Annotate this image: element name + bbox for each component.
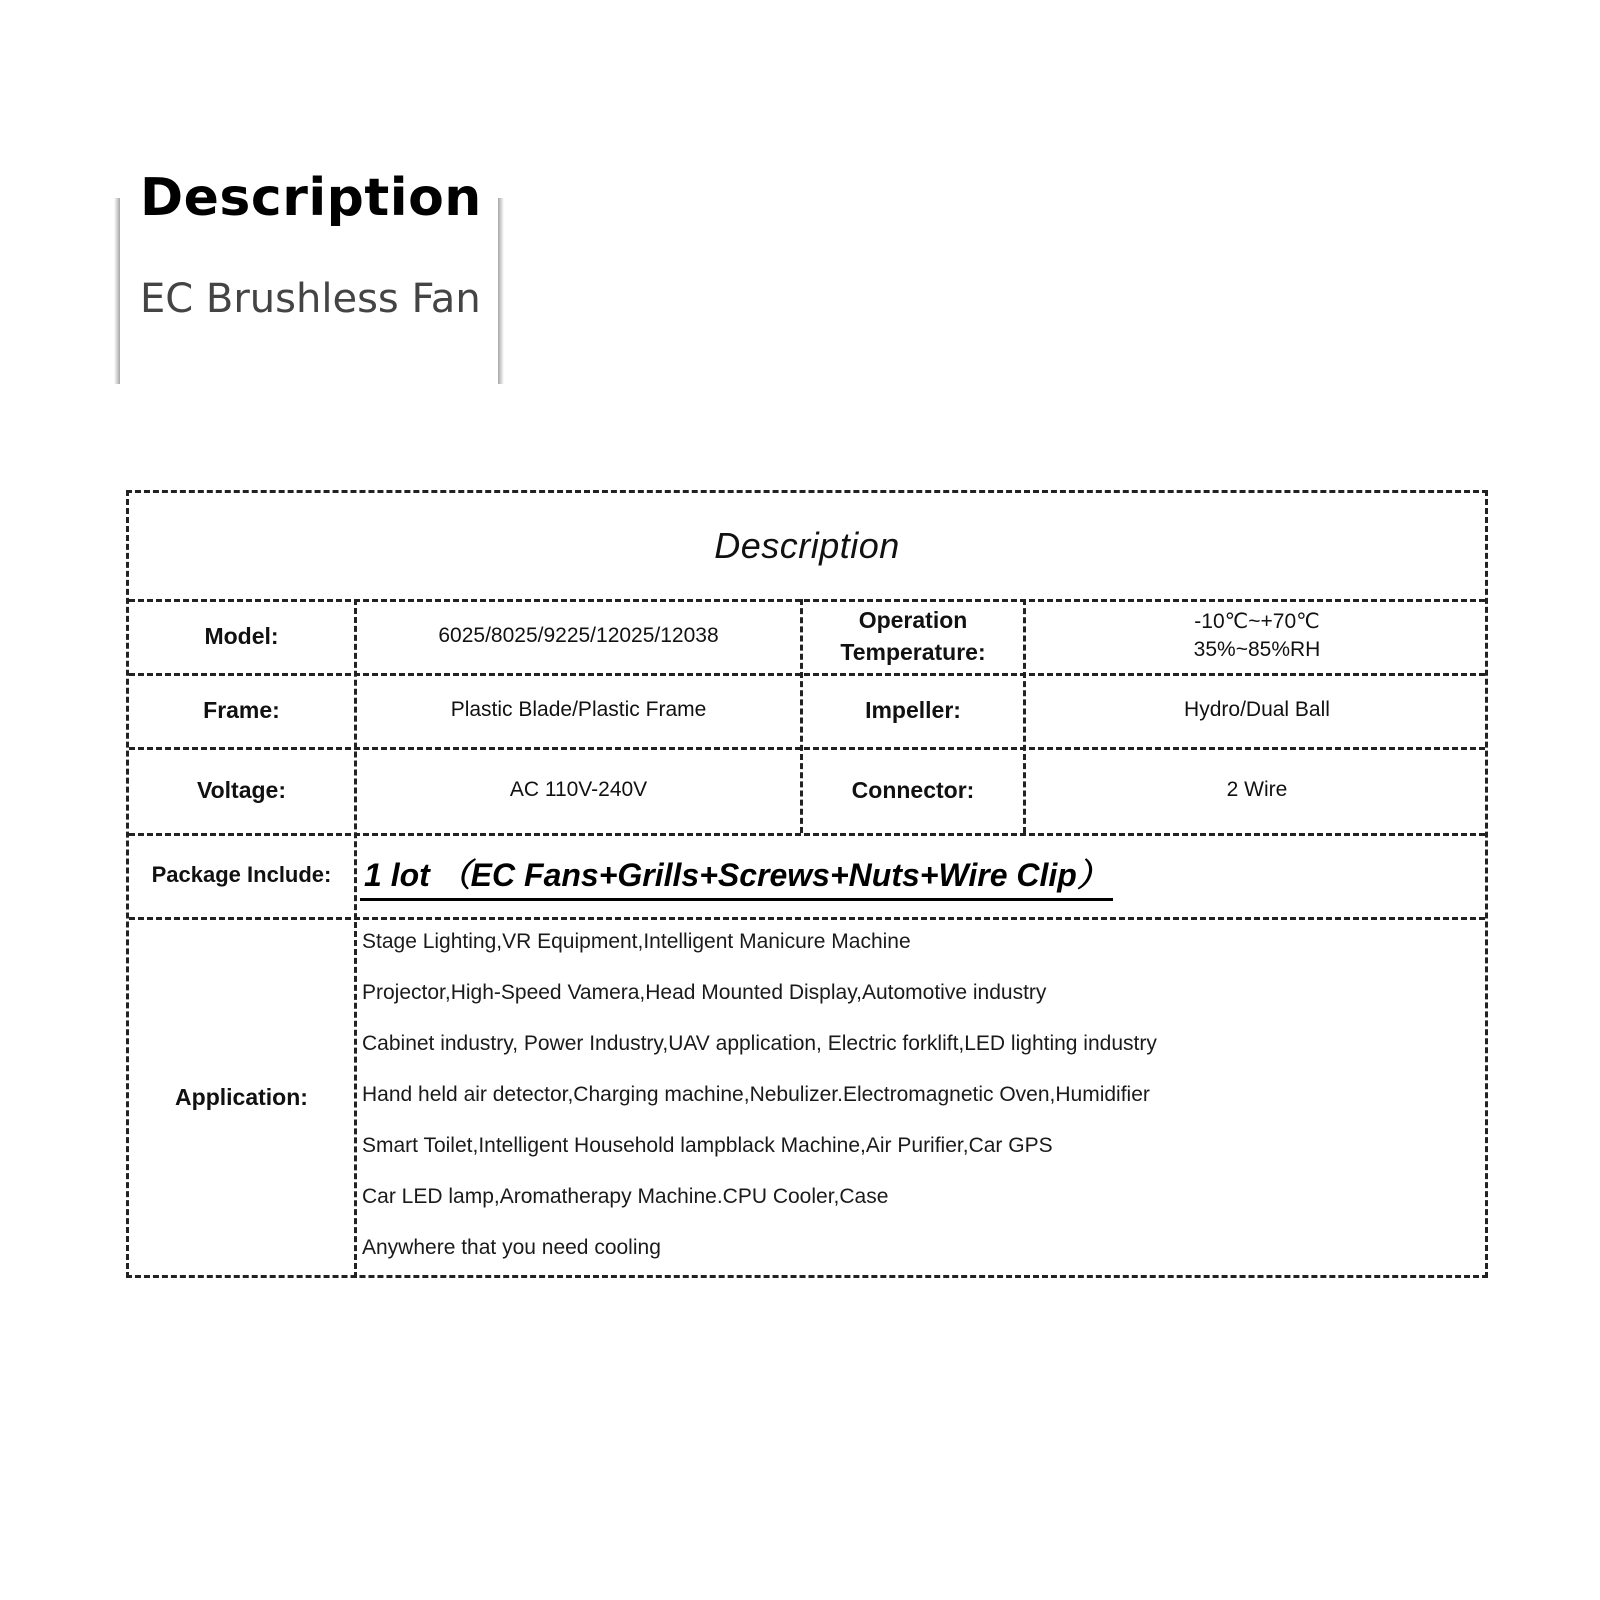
application-item: Car LED lamp,Aromatherapy Machine.CPU Cooler,Case — [362, 1185, 889, 1208]
card-title: Description — [140, 168, 482, 228]
card-shadow-right — [498, 198, 504, 384]
impeller-value: Hydro/Dual Ball — [1184, 698, 1330, 721]
model-label: Model: — [204, 622, 279, 649]
package-include-value — [360, 833, 1113, 917]
application-item: Hand held air detector,Charging machine,Nebulizer.Electromagnetic Oven,Humidifier — [362, 1083, 1150, 1106]
application-item: Smart Toilet,Intelligent Household lampblack Machine,Air Purifier,Car GPS — [362, 1134, 1053, 1157]
spec-table — [126, 490, 1488, 1278]
application-item: Anywhere that you need cooling — [362, 1236, 661, 1259]
frame-value: Plastic Blade/Plastic Frame — [450, 698, 707, 721]
operation-temperature-label-line2: Temperature: — [840, 639, 986, 665]
model-value: 6025/8025/9225/12025/12038 — [438, 624, 719, 647]
temperature-range: -10℃~+70℃ — [1194, 610, 1320, 633]
spec-table-title: Description — [714, 525, 900, 566]
application-item: Stage Lighting,VR Equipment,Intelligent Manicure Machine — [362, 930, 911, 953]
application-label: Application: — [175, 1084, 308, 1110]
impeller-label: Impeller: — [865, 696, 961, 723]
card-shadow-left — [114, 198, 120, 384]
voltage-value: AC 110V-240V — [509, 778, 648, 801]
connector-label: Connector: — [851, 776, 975, 803]
card-subtitle: EC Brushless Fan — [140, 276, 481, 322]
application-item: Projector,High-Speed Vamera,Head Mounted Display,Automotive industry — [362, 981, 1047, 1004]
humidity-range: 35%~85%RH — [1193, 638, 1321, 661]
application-list — [359, 918, 1479, 1275]
operation-temperature-label — [803, 599, 1023, 673]
voltage-label: Voltage: — [196, 776, 287, 803]
connector-value: 2 Wire — [1226, 778, 1288, 801]
header-card — [120, 150, 498, 384]
operation-temperature-label-line1: Operation — [858, 607, 968, 633]
application-item: Cabinet industry, Power Industry,UAV application, Electric forklift,LED lighting industry — [362, 1032, 1157, 1055]
frame-label: Frame: — [203, 696, 280, 723]
package-include-label: Package Include: — [151, 862, 332, 887]
operation-temperature-value — [1026, 599, 1488, 673]
package-include-text: 1 lot （EC Fans+Grills+Screws+Nuts+Wire Clip） — [360, 850, 1113, 901]
